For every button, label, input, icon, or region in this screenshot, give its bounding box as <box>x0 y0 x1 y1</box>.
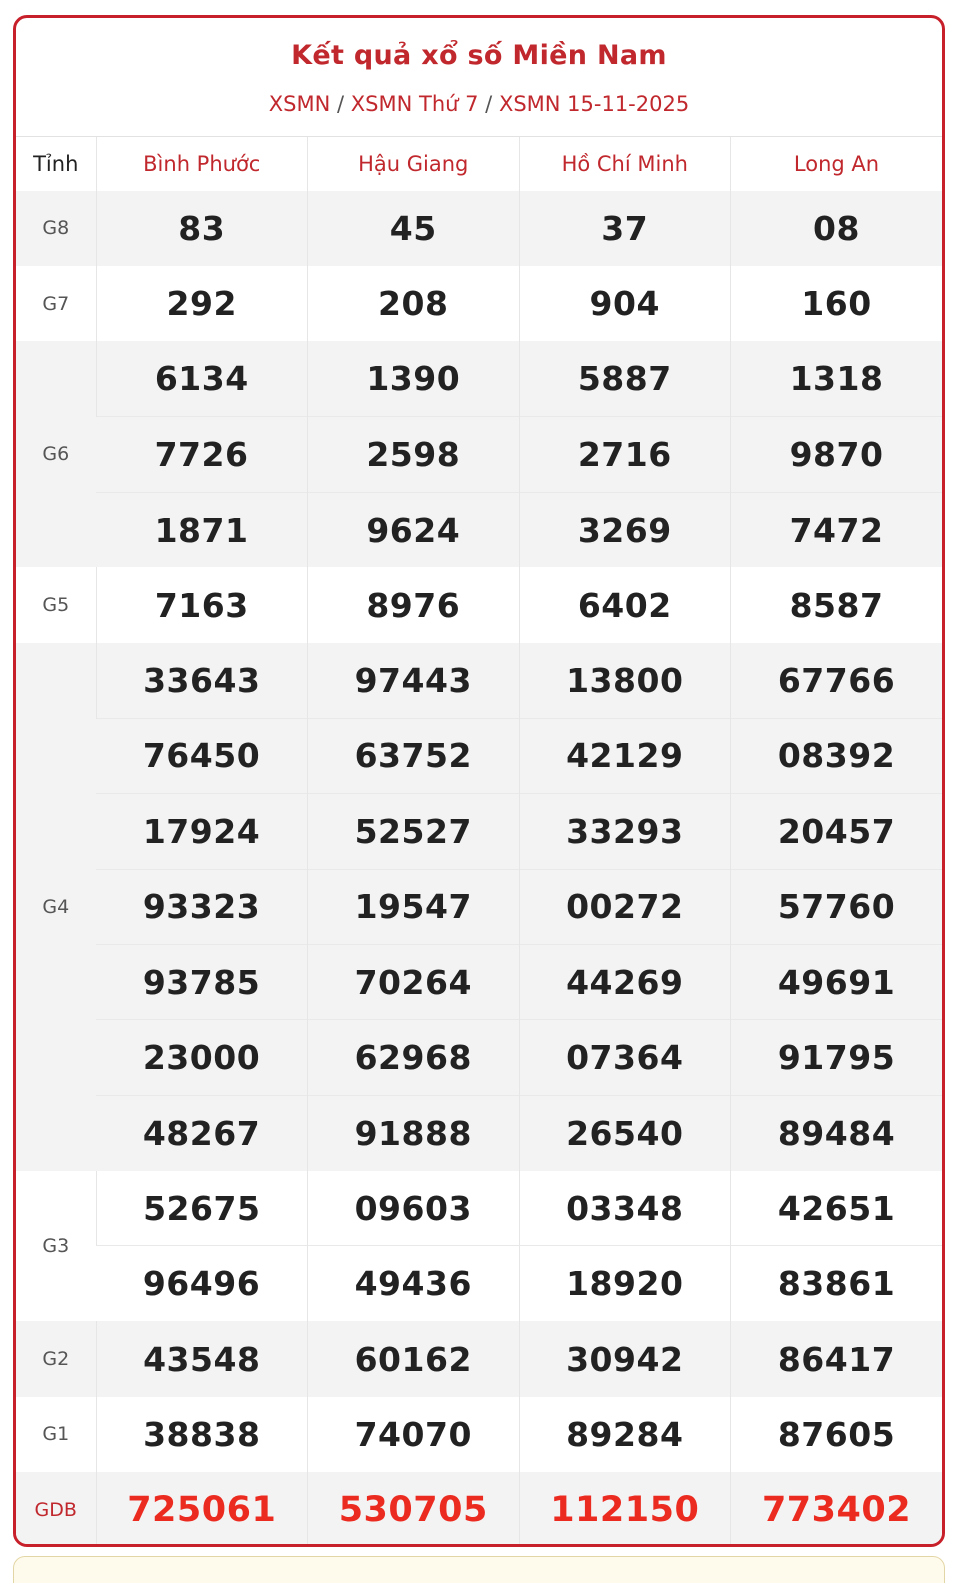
breadcrumb <box>16 90 942 118</box>
breadcrumb-xsmn[interactable]: XSMN <box>268 92 331 116</box>
prize-number: 08392 <box>731 718 943 793</box>
prize-number: 07364 <box>519 1020 731 1095</box>
prize-number: 20457 <box>731 794 943 869</box>
prize-number: 44269 <box>519 944 731 1019</box>
results-body <box>16 191 942 1548</box>
prize-number: 42651 <box>731 1171 943 1246</box>
prize-number: 70264 <box>308 944 520 1019</box>
prize-number: 67766 <box>731 643 943 718</box>
prize-label: G2 <box>16 1321 96 1396</box>
prize-label: G6 <box>16 341 96 567</box>
prize-number: 49691 <box>731 944 943 1019</box>
prize-label: G1 <box>42 1423 70 1446</box>
prize-number: 08 <box>731 191 943 266</box>
next-section-box <box>13 1556 945 1583</box>
prize-label: G7 <box>42 292 70 315</box>
prize-number: 09603 <box>308 1171 520 1246</box>
prize-number: 93785 <box>96 944 308 1019</box>
prize-number: 7163 <box>96 567 308 642</box>
table-row <box>16 492 942 567</box>
prize-label: GDB <box>16 1472 96 1547</box>
prize-number: 38838 <box>96 1397 308 1472</box>
prize-number: 19547 <box>308 869 520 944</box>
prize-number: 96496 <box>96 1246 308 1321</box>
breadcrumb-xsmn-date[interactable]: XSMN 15-11-2025 <box>498 92 690 116</box>
special-prize-number: 112150 <box>519 1472 731 1547</box>
prize-number: 1871 <box>96 492 308 567</box>
province-header-binh-phuoc[interactable]: Bình Phước <box>96 137 308 191</box>
prize-number: 3269 <box>519 492 731 567</box>
prize-number: 74070 <box>308 1397 520 1472</box>
prize-number: 30942 <box>519 1321 731 1396</box>
results-table <box>16 136 942 1547</box>
prize-number: 8976 <box>308 567 520 642</box>
prize-number: 1390 <box>308 341 520 416</box>
special-prize-number: 530705 <box>308 1472 520 1547</box>
breadcrumb-separator: / <box>337 92 345 116</box>
prize-number: 83861 <box>731 1246 943 1321</box>
breadcrumb-xsmn-thu7[interactable]: XSMN Thứ 7 <box>350 92 479 116</box>
prize-number: 52527 <box>308 794 520 869</box>
prize-number: 13800 <box>519 643 731 718</box>
prize-number: 00272 <box>519 869 731 944</box>
prize-number: 292 <box>96 266 308 341</box>
table-row <box>16 1472 942 1547</box>
table-row <box>16 1246 942 1321</box>
prize-number: 1318 <box>731 341 943 416</box>
special-prize-number: 725061 <box>96 1472 308 1547</box>
prize-number: 23000 <box>96 1020 308 1095</box>
prize-number: 86417 <box>731 1321 943 1396</box>
prize-number: 2716 <box>519 417 731 492</box>
table-row <box>16 1397 942 1472</box>
prize-number: 160 <box>731 266 943 341</box>
prize-number: 5887 <box>519 341 731 416</box>
prize-number: 45 <box>308 191 520 266</box>
prize-number: 03348 <box>519 1171 731 1246</box>
prize-number: 17924 <box>96 794 308 869</box>
prize-number: 9870 <box>731 417 943 492</box>
table-row <box>16 718 942 793</box>
table-row <box>16 869 942 944</box>
prize-number: 6134 <box>96 341 308 416</box>
prize-number: 7472 <box>731 492 943 567</box>
province-header-ho-chi-minh[interactable]: Hồ Chí Minh <box>519 137 731 191</box>
prize-number: 2598 <box>308 417 520 492</box>
prize-number: 18920 <box>519 1246 731 1321</box>
prize-number: 57760 <box>731 869 943 944</box>
prize-number: 93323 <box>96 869 308 944</box>
prize-number: 42129 <box>519 718 731 793</box>
prize-number: 89484 <box>731 1095 943 1170</box>
prize-number: 83 <box>96 191 308 266</box>
table-row <box>16 567 942 642</box>
breadcrumb-separator: / <box>485 92 493 116</box>
prize-column-header: Tỉnh <box>16 137 96 191</box>
prize-number: 97443 <box>308 643 520 718</box>
table-header-row <box>16 137 942 191</box>
prize-number: 26540 <box>519 1095 731 1170</box>
prize-number: 87605 <box>731 1397 943 1472</box>
prize-number: 904 <box>519 266 731 341</box>
table-row <box>16 944 942 1019</box>
page-title: Kết quả xổ số Miền Nam <box>291 40 667 71</box>
prize-number: 63752 <box>308 718 520 793</box>
special-prize-number: 773402 <box>731 1472 943 1547</box>
province-header-hau-giang[interactable]: Hậu Giang <box>308 137 520 191</box>
prize-number: 48267 <box>96 1095 308 1170</box>
prize-number: 43548 <box>96 1321 308 1396</box>
prize-number: 33293 <box>519 794 731 869</box>
table-row <box>16 191 942 266</box>
province-header-long-an[interactable]: Long An <box>731 137 943 191</box>
results-header <box>16 18 942 136</box>
table-row <box>16 1020 942 1095</box>
prize-number: 33643 <box>96 643 308 718</box>
prize-number: 60162 <box>308 1321 520 1396</box>
prize-label: G3 <box>42 1234 70 1257</box>
table-row <box>16 266 942 341</box>
prize-number: 91888 <box>308 1095 520 1170</box>
prize-number: 8587 <box>731 567 943 642</box>
table-row <box>16 417 942 492</box>
table-row <box>16 643 942 718</box>
table-row <box>16 794 942 869</box>
prize-number: 52675 <box>96 1171 308 1246</box>
prize-number: 91795 <box>731 1020 943 1095</box>
table-row <box>16 341 942 416</box>
results-card <box>13 15 945 1547</box>
prize-label: G8 <box>16 191 96 266</box>
prize-number: 49436 <box>308 1246 520 1321</box>
table-row <box>16 1095 942 1170</box>
prize-label: G5 <box>42 594 70 617</box>
prize-number: 7726 <box>96 417 308 492</box>
prize-label: G4 <box>16 643 96 1171</box>
table-row <box>16 1321 942 1396</box>
prize-number: 62968 <box>308 1020 520 1095</box>
prize-number: 37 <box>519 191 731 266</box>
prize-number: 76450 <box>96 718 308 793</box>
prize-number: 9624 <box>308 492 520 567</box>
prize-number: 208 <box>308 266 520 341</box>
prize-number: 6402 <box>519 567 731 642</box>
prize-number: 89284 <box>519 1397 731 1472</box>
table-row <box>16 1171 942 1246</box>
